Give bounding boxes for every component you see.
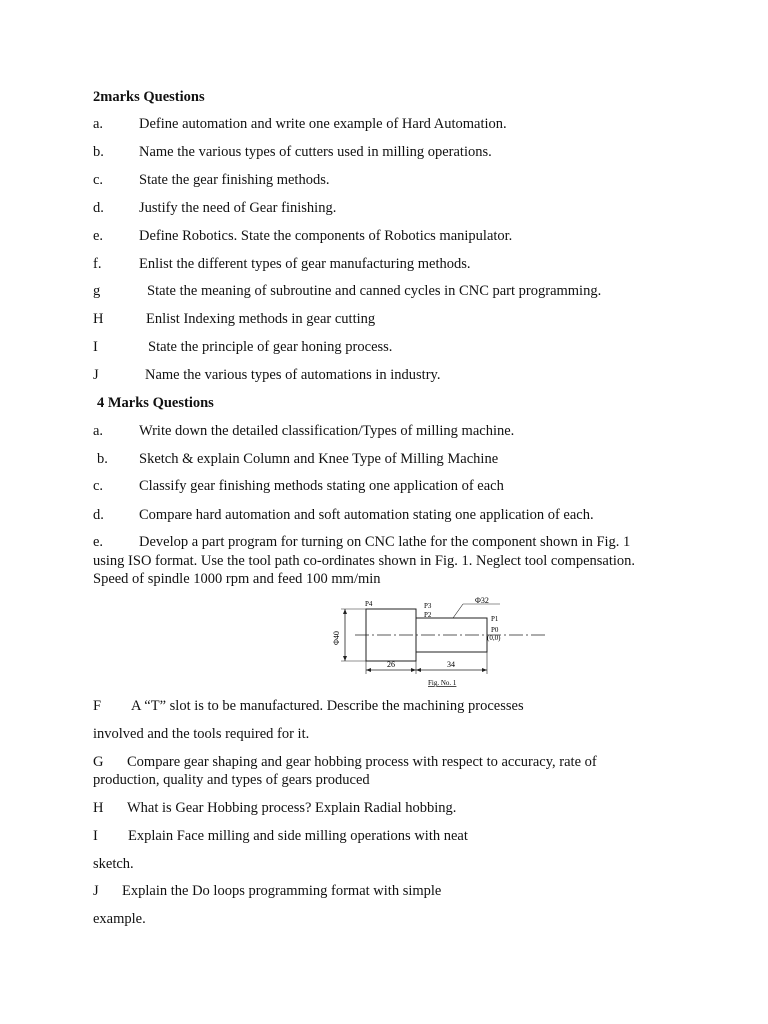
question-marker: J (93, 367, 99, 383)
question-text: Enlist Indexing methods in gear cutting (146, 311, 376, 327)
question-marker: b. (97, 451, 108, 467)
question-marker: a. (93, 116, 104, 132)
question-text: State the principle of gear honing process. (148, 339, 393, 355)
question-text-continued: production, quality and types of gears produced (93, 772, 370, 788)
question-marker: e. (93, 228, 104, 244)
question-marker: H (93, 311, 104, 327)
question-marker: d. (93, 200, 104, 216)
question-marker: d. (93, 507, 104, 523)
question-marker: g (93, 283, 101, 299)
leader-line (453, 604, 463, 618)
question-text: A “T” slot is to be manufactured. Describe the machining processes (131, 698, 524, 714)
point-label-p2: P2 (424, 611, 432, 619)
turning-component-figure (325, 596, 555, 688)
section-heading-2marks: 2marks Questions (93, 89, 205, 105)
question-marker: f. (93, 256, 102, 272)
question-text: State the meaning of subroutine and canned cycles in CNC part programming. (147, 283, 602, 299)
question-text: Write down the detailed classification/Types of milling machine. (139, 423, 515, 439)
question-text: Name the various types of cutters used in milling operations. (139, 144, 492, 160)
question-text-continued: sketch. (93, 856, 134, 872)
question-marker: I (93, 339, 98, 355)
arrow-head (416, 668, 421, 672)
question-text-continued: Speed of spindle 1000 rpm and feed 100 mm/min (93, 571, 381, 587)
point-label-p1: P1 (491, 615, 499, 623)
figure-caption: Fig. No. 1 (428, 679, 457, 687)
point-label-p4: P4 (365, 600, 373, 608)
arrow-head (343, 609, 347, 614)
question-text-continued: using ISO format. Use the tool path co-ordinates shown in Fig. 1. Neglect tool compensation. (93, 553, 636, 569)
question-text: What is Gear Hobbing process? Explain Radial hobbing. (127, 800, 457, 816)
question-text: Name the various types of automations in industry. (145, 367, 441, 383)
question-marker: c. (93, 478, 104, 494)
question-text: Define Robotics. State the components of Robotics manipulator. (139, 228, 513, 244)
question-text: Compare hard automation and soft automation stating one application of each. (139, 507, 594, 523)
arrow-head (366, 668, 371, 672)
point-label-p3: P3 (424, 602, 432, 610)
origin-label: (0,0) (487, 634, 501, 642)
dimension-label-right-length: 34 (447, 660, 455, 669)
question-text: Classify gear finishing methods stating one application of each (139, 478, 504, 494)
question-text: Sketch & explain Column and Knee Type of Milling Machine (139, 451, 499, 467)
question-marker: b. (93, 144, 104, 160)
question-marker: H (93, 800, 104, 816)
question-marker: c. (93, 172, 104, 188)
question-text-continued: involved and the tools required for it. (93, 726, 310, 742)
point-label-p0: P0 (491, 626, 499, 634)
question-text: Enlist the different types of gear manufacturing methods. (139, 256, 471, 272)
question-marker: F (93, 698, 102, 714)
question-text: Justify the need of Gear finishing. (139, 200, 337, 216)
question-marker: G (93, 754, 104, 770)
question-marker: J (93, 883, 99, 899)
question-text: Compare gear shaping and gear hobbing process with respect to accuracy, rate of (127, 754, 597, 770)
arrow-head (482, 668, 487, 672)
question-text: Define automation and write one example of Hard Automation. (139, 116, 507, 132)
dimension-label-large-diameter: Φ40 (332, 631, 341, 645)
question-text: Explain the Do loops programming format with simple (122, 883, 442, 899)
question-text-continued: example. (93, 911, 146, 927)
arrow-head (343, 656, 347, 661)
dimension-label-small-diameter: Φ32 (475, 596, 489, 605)
question-text: Explain Face milling and side milling operations with neat (128, 828, 468, 844)
dimension-label-left-length: 26 (387, 660, 395, 669)
question-marker: e. (93, 534, 104, 550)
arrow-head (411, 668, 416, 672)
question-marker: I (93, 828, 98, 844)
question-text: State the gear finishing methods. (139, 172, 330, 188)
question-text: Develop a part program for turning on CNC lathe for the component shown in Fig. 1 (139, 534, 631, 550)
question-marker: a. (93, 423, 104, 439)
section-heading-4marks: 4 Marks Questions (97, 395, 214, 411)
